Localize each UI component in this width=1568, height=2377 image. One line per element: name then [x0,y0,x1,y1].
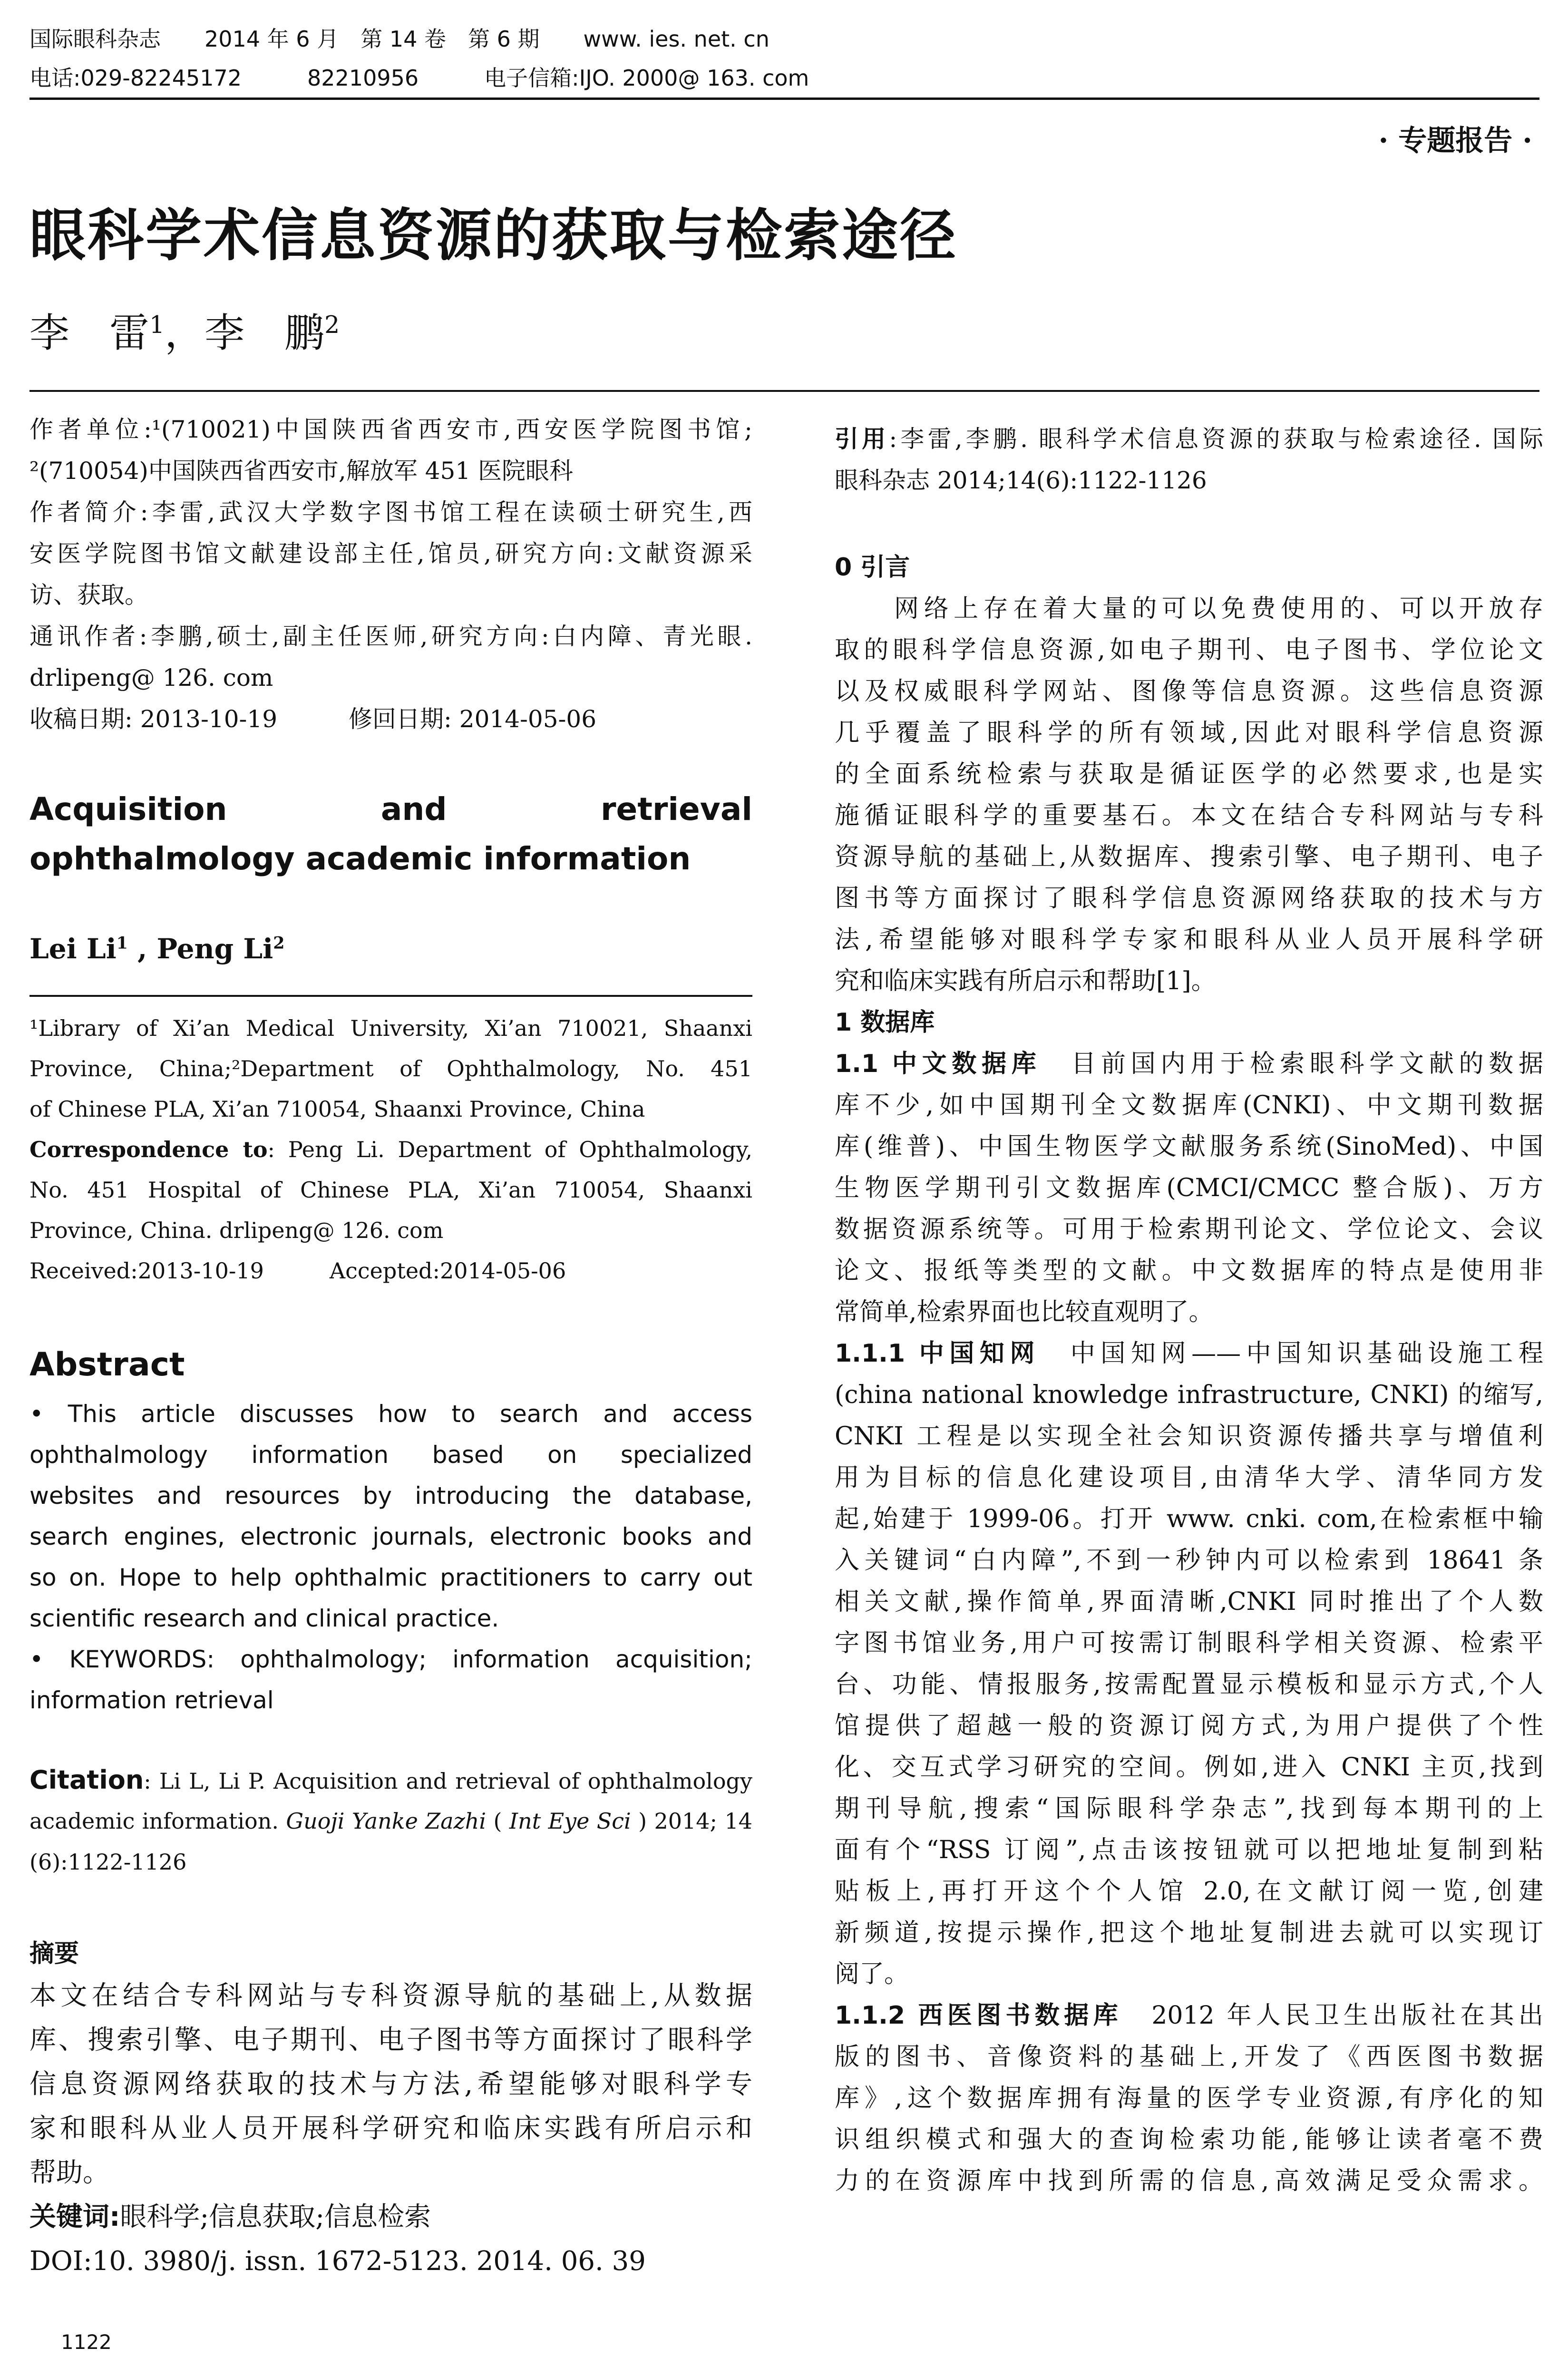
citation-en: Citation: Li L, Li P. Acquisition and retrieval of ophthalmology academic information. Guoji Yanke Zazhi ( Int Eye Sci ) 2014; 14 (6):1122-1126 [29,1760,752,1882]
abstract-heading: Abstract [29,1346,185,1383]
page-number: 1122 [61,2330,112,2354]
body-line: 1.1.2 西医图书数据库 2012 年人民卫生出版社在其出 [835,2001,1543,2030]
body-line: 1.1 中文数据库 目前国内用于检索眼科学文献的数据 [835,1050,1543,1078]
body-line: 资源导航的基础上,从数据库、搜索引擎、电子期刊、电子 [835,843,1543,871]
received-dates-en: Received:2013-10-19 Accepted:2014-05-06 [29,1258,566,1284]
abstract-line: scientific research and clinical practice. [29,1605,499,1632]
body-line: 常简单,检索界面也比较直观明了。 [835,1298,1214,1326]
title-rule [29,390,1539,392]
body-line: 库(维普)、中国生物医学文献服务系统(SinoMed)、中国 [835,1132,1543,1161]
author-2-sup: 2 [324,311,340,339]
author-1-en-sup: 1 [116,933,128,953]
body-line: 化、交互式学习研究的空间。例如,进入 CNKI 主页,找到 [835,1753,1543,1782]
body-line: 相关文献,操作简单,界面清晰,CNKI 同时推出了个人数 [835,1588,1543,1616]
keywords-en-line: • KEYWORDS: ophthalmology; information acquisition; [29,1646,752,1673]
heading-1: 1 数据库 [835,1008,935,1037]
body-line: 新频道,按提示操作,把这个地址复制进去就可以实现订 [835,1919,1543,1947]
abstract-cn-line: 本文在结合专科网站与专科资源导航的基础上,从数据 [29,1980,752,2011]
citation-en-label: Citation [29,1765,144,1795]
correspondence-line: Province, China. drlipeng@ 126. com [29,1218,444,1243]
affil-line: ¹Library of Xi’an Medical University, Xi’an 710021, Shaanxi [29,1015,752,1041]
body-line: 生物医学期刊引文数据库(CMCI/CMCC 整合版)、万方 [835,1174,1543,1202]
body-line: 施循证眼科学的重要基石。本文在结合专科网站与专科 [835,801,1543,830]
keywords-cn-line: 关键词:眼科学;信息获取;信息检索 [29,2202,431,2232]
author-1-en: Lei Li [29,933,117,965]
body-line: 图书等方面探讨了眼科学信息资源网络获取的技术与方 [835,884,1543,913]
heading-1-1-2: 1.1.2 西医图书数据库 [835,2001,1122,2030]
section-tag: · 专题报告 · [1378,124,1532,157]
body-line: 阅了。 [835,1960,909,1988]
abstract-cn-line: 家和眼科从业人员开展科学研究和临床实践有所启示和 [29,2113,752,2144]
correspondence-line: Correspondence to: Peng Li. Department of Ophthalmology, [29,1137,752,1162]
title-en-line: ophthalmology academic information [29,840,691,877]
body-text [835,547,1543,2202]
body-line: 数据资源系统等。可用于检索期刊论文、学位论文、会议 [835,1215,1543,1244]
citation-en-line2: academic information. Guoji Yanke Zazhi ( Int Eye Sci ) 2014; 14 [29,1808,752,1834]
info-line: 收稿日期: 2013-10-19 修回日期: 2014-05-06 [29,705,597,733]
header-rule [29,97,1539,100]
body-line: 究和临床实践有所启示和帮助[1]。 [835,967,1216,995]
body-line: 取的眼科学信息资源,如电子期刊、电子图书、学位论文 [835,636,1543,664]
author-2-cn: 李 鹏 [205,310,325,356]
info-line: 安医学院图书馆文献建设部主任,馆员,研究方向:文献资源采 [29,540,752,567]
body-line: 网络上存在着大量的可以免费使用的、可以开放存 [835,594,1543,623]
body-line: 库》,这个数据库拥有海量的医学专业资源,有序化的知 [835,2084,1543,2113]
info-line: 通讯作者:李鹏,硕士,副主任医师,研究方向:白内障、青光眼. [29,623,752,650]
info-line: 访、获取。 [29,581,148,609]
journal-header-line1: 国际眼科杂志 2014 年 6 月 第 14 卷 第 6 期 www. ies. net. cn [29,26,769,52]
abstract-line: websites and resources by introducing the database, [29,1482,752,1510]
correspondence-line: No. 451 Hospital of Chinese PLA, Xi’an 710054, Shaanxi [29,1177,752,1203]
abstract-line: ophthalmology information based on specialized [29,1441,752,1469]
keywords-cn-label: 关键词: [29,2202,120,2232]
body-line: 用为目标的信息化建设项目,由清华大学、清华同方发 [835,1463,1543,1492]
author-sep-en: , [127,933,147,965]
abstract-line: so on. Hope to help ophthalmic practitioners to carry out [29,1564,752,1591]
info-line: ²(710054)中国陕西省西安市,解放军 451 医院眼科 [29,457,574,485]
authors-en [29,930,284,968]
citation-en-line3: (6):1122-1126 [29,1849,187,1875]
body-line: 几乎覆盖了眼科学的所有领域,因此对眼科学信息资源 [835,719,1543,747]
citation-cn-label: 引用 [835,425,889,453]
info-line: 作者简介:李雷,武汉大学数字图书馆工程在读硕士研究生,西 [29,498,752,526]
abstract-line: • This article discusses how to search and access [29,1400,752,1428]
body-line: 法,希望能够对眼科学专家和眼科从业人员开展科学研 [835,925,1543,954]
abstract-cn-line: 帮助。 [29,2157,109,2188]
body-line: 贴板上,再打开这个个人馆 2.0,在文献订阅一览,创建 [835,1877,1543,1906]
author-sep: ， [165,310,205,356]
body-line: 以及权威眼科学网站、图像等信息资源。这些信息资源 [835,677,1543,706]
keywords-en-line: information retrieval [29,1686,274,1714]
author-2-en: Peng Li [156,933,273,965]
author-1-sup: 1 [149,311,165,339]
body-line: 论文、报纸等类型的文献。中文数据库的特点是使用非 [835,1257,1543,1285]
body-line: 库不少,如中国期刊全文数据库(CNKI)、中文期刊数据 [835,1091,1543,1120]
info-line: drlipeng@ 126. com [29,664,273,692]
authors-cn [29,304,340,361]
body-line: 1.1.1 中国知网 中国知网——中国知识基础设施工程 [835,1339,1543,1368]
affil-rule [29,995,752,997]
author-1-cn: 李 雷 [29,310,150,356]
body-line: 识组织模式和强大的查询检索功能,能够让读者毫不费 [835,2125,1543,2154]
doi-line: DOI:10. 3980/j. issn. 1672-5123. 2014. 06. 39 [29,2246,646,2277]
title-en-line: Acquisition and retrieval [29,791,752,828]
citation-cn-line2: 眼科杂志 2014;14(6):1122-1126 [835,467,1207,494]
body-line: (china national knowledge infrastructure, CNKI) 的缩写, [835,1381,1543,1409]
abstract-cn-body [29,1974,752,2283]
body-line: 版的图书、音像资料的基础上,开发了《西医图书数据 [835,2043,1543,2071]
heading-1-1: 1.1 中文数据库 [835,1050,1042,1078]
body-line: 面有个“RSS 订阅”,点击该按钮就可以把地址复制到粘 [835,1836,1543,1864]
abstract-cn-line: 信息资源网络获取的技术与方法,希望能够对眼科学专 [29,2069,752,2100]
affiliations-en [29,1008,752,1291]
body-line: 的全面系统检索与获取是循证医学的必然要求,也是实 [835,760,1543,789]
body-line: CNKI 工程是以实现全社会知识资源传播共享与增值利 [835,1422,1543,1451]
body-line: 馆提供了超越一般的资源订阅方式,为用户提供了个性 [835,1712,1543,1740]
journal-header-line2: 电话:029-82245172 82210956 电子信箱:IJO. 2000@ 163. com [29,65,809,91]
heading-intro: 0 引言 [835,553,910,582]
body-line: 起,始建于 1999-06。打开 www. cnki. com,在检索框中输 [835,1505,1543,1533]
abstract-body [29,1393,752,1721]
correspondence-label: Correspondence to [29,1137,268,1162]
info-line: 作者单位:¹(710021)中国陕西省西安市,西安医学院图书馆; [29,416,752,443]
abstract-cn-line: 库、搜索引擎、电子期刊、电子图书等方面探讨了眼科学 [29,2025,752,2056]
body-line: 台、功能、情报服务,按需配置显示模板和显示方式,个人 [835,1670,1543,1699]
article-title-cn: 眼科学术信息资源的获取与检索途径 [29,203,958,268]
abstract-line: search engines, electronic journals, electronic books and [29,1523,752,1550]
body-line: 期刊导航,搜索“国际眼科学杂志”,找到每本期刊的上 [835,1794,1543,1823]
abstract-cn-heading: 摘要 [29,1939,79,1968]
article-title-en [29,785,752,884]
author-info-block [29,409,752,740]
body-line: 字图书馆业务,用户可按需订制眼科学相关资源、检索平 [835,1629,1543,1657]
heading-1-1-1: 1.1.1 中国知网 [835,1339,1041,1368]
author-2-en-sup: 2 [273,933,285,953]
affil-line: Province, China;²Department of Ophthalmology, No. 451 [29,1056,752,1081]
affil-line: of Chinese PLA, Xi’an 710054, Shaanxi Province, China [29,1096,645,1122]
body-line: 入关键词“白内障”,不到一秒钟内可以检索到 18641 条 [835,1546,1543,1575]
citation-cn: 引用:李雷,李鹏. 眼科学术信息资源的获取与检索途径. 国际 眼科杂志 2014;14(6):1122-1126 [835,419,1543,501]
body-line: 力的在资源库中找到所需的信息,高效满足受众需求。 [835,2167,1543,2195]
